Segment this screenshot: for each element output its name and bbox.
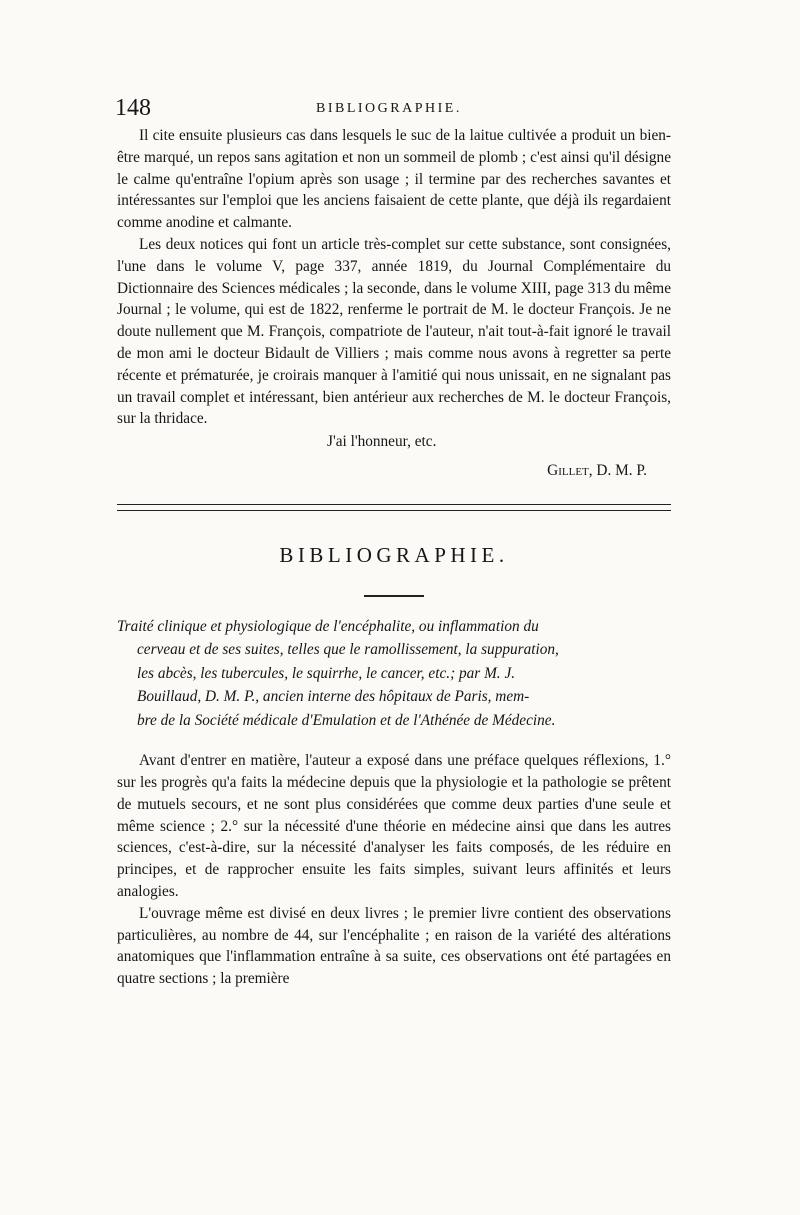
running-title: BIBLIOGRAPHIE. [316, 101, 462, 116]
review-paragraph: Avant d'entrer en matière, l'auteur a exposé dans une préface quelques réflexions, 1.° sur les progrès qu'a faits la médecine depuis que la physiologie et la pathologie se prêtent de mutuels secours, et ne sont plus considérées que comme deux parties d'une seule et même science ; 2.° sur la nécessité d'une théorie en médecine ainsi que dans les autres sciences, c'est-à-dire, sur la nécessité d'analyser les faits composés, de les réduire en principes, et de rapprocher ensuite les faits simples, suivant leurs affinités et leurs analogies. [117, 752, 671, 901]
section-title: BIBLIOGRAPHIE. [279, 542, 509, 567]
review-paragraph: L'ouvrage même est divisé en deux livres ; le premier livre contient des observations particulières, au nombre de 44, sur l'encéphalite ; en raison de la variété des altérations anatomiques que l'inflammation entraîne à sa suite, ces observations ont été partagées en quatre sections ; la première [117, 904, 671, 988]
closing-formula: J'ai l'honneur, etc. [327, 433, 437, 451]
book-title-line: Traité clinique et physiologique de l'encéphalite, ou inflammation du [117, 617, 539, 635]
document-page [117, 95, 671, 990]
letter-paragraph: Il cite ensuite plusieurs cas dans lesquels le suc de la laitue cultivée a produit un bien-être marqué, un repos sans agitation et non un sommeil de plomb ; c'est ainsi qu'il désigne le calme qu'entraîne l'opium après son usage ; il termine par des recherches savantes et intéressantes sur l'emploi que les anciens faisaient de cette plante, que déjà ils regardaient comme anodine et calmante. [117, 127, 671, 232]
signature-title: , D. M. P. [588, 461, 647, 479]
running-head [117, 95, 671, 125]
book-title-line: Bouillaud, D. M. P., ancien interne des hôpitaux de Paris, mem- [137, 688, 530, 706]
title-rule [364, 595, 424, 597]
section-divider [117, 504, 671, 511]
signature-name: Gillet [547, 461, 589, 479]
page-number: 148 [115, 95, 151, 121]
book-title-line: bre de la Société médicale d'Emulation et de l'Athénée de Médecine. [137, 711, 556, 729]
book-title-line: les abcès, les tubercules, le squirrhe, le cancer, etc.; par M. J. [137, 664, 516, 682]
book-title-entry [117, 615, 671, 733]
signature [117, 460, 671, 482]
book-title-line: cerveau et de ses suites, telles que le ramollissement, la suppuration, [137, 641, 559, 659]
letter-paragraph: Les deux notices qui font un article très-complet sur cette substance, sont consignées, l'une dans le volume V, page 337, année 1819, du Journal Complémentaire du Dictionnaire des Sciences médicales ; la seconde, dans le volume XIII, page 313 du même Journal ; le volume, qui est de 1822, renferme le portrait de M. le docteur François. Je ne doute nullement que M. François, compatriote de l'auteur, n'ait tout-à-fait ignoré le travail de mon ami le docteur Bidault de Villiers ; mais comme nous avons à regretter sa perte récente et prématurée, je croirais manquer à l'amitié qui nous unissait, en ne signalant pas un travail complet et intéressant, bien antérieur aux recherches de M. le docteur François, sur la thridace. [117, 235, 671, 428]
